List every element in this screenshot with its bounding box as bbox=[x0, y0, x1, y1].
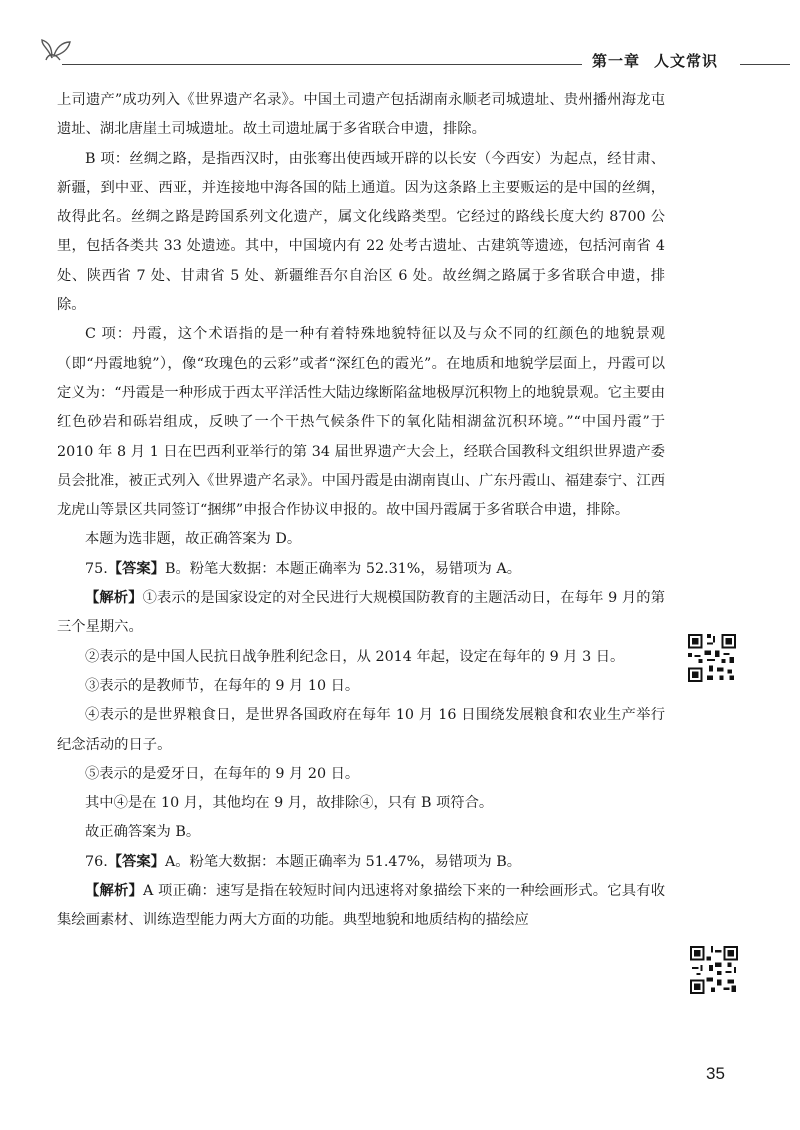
q76-number: 76. bbox=[85, 853, 108, 870]
chapter-heading bbox=[592, 50, 718, 71]
page-number: 35 bbox=[706, 1064, 725, 1083]
q75-answer-text: B。粉笔大数据：本题正确率为 52.31%，易错项为 A。 bbox=[164, 560, 522, 577]
q75-item: 故正确答案为 B。 bbox=[85, 824, 201, 841]
chapter-number: 第一章 bbox=[592, 52, 641, 70]
q76-answer-tag: 【答案】 bbox=[107, 853, 165, 870]
q76-analysis bbox=[57, 877, 665, 936]
q76-analysis-tag: 【解析】 bbox=[85, 883, 143, 900]
chapter-title: 人文常识 bbox=[654, 52, 719, 70]
q76-answer-line bbox=[57, 848, 665, 877]
header-rule-right bbox=[740, 64, 790, 65]
page-body bbox=[57, 86, 665, 936]
paragraph-option-c: C 项：丹霞，这个术语指的是一种有着特殊地貌特征以及与众不同的红颜色的地貌景观（即“丹霞地貌”），像“玫瑰色的云彩”或者“深红色的霞光”。在地质和地貌学层面上，丹霞可以定义为：“丹霞是一种形成于西太平洋活性大陆边缘断陷盆地极厚沉积物上的地貌景观。它主要由红色砂岩和砾岩组成，反映了一个干热气候条件下的氧化陆相湖盆沉积环境。”“中国丹霞”于 2010 年 8 月 1 日在巴西利亚举行的第 34 届世界遗产大会上，经联合国教科文组织世界遗产委员会批准，被正式列入《世界遗产名录》。中国丹霞是由湖南崀山、广东丹霞山、福建泰宁、江西龙虎山等景区共同签订“捆绑”申报合作协议申报的。故中国丹霞属于多省联合申遗，排除。 bbox=[57, 326, 665, 519]
page-header bbox=[0, 0, 800, 80]
q75-number: 75. bbox=[85, 560, 108, 577]
paragraph-conclusion-74: 本题为选非题，故正确答案为 D。 bbox=[85, 531, 302, 548]
q75-item: ④表示的是世界粮食日，是世界各国政府在每年 10 月 16 日围绕发展粮食和农业生产举行纪念活动的日子。 bbox=[57, 707, 665, 753]
q76-analysis-text: A 项正确：速写是指在较短时间内迅速将对象描绘下来的一种绘画形式。它具有收集绘画素材、训练造型能力两大方面的功能。典型地貌和地质结构的描绘应 bbox=[57, 883, 665, 929]
header-rule-left bbox=[62, 64, 582, 65]
q75-answer-tag: 【答案】 bbox=[107, 560, 165, 577]
q75-answer-line bbox=[57, 555, 665, 584]
q75-item: ②表示的是中国人民抗日战争胜利纪念日，从 2014 年起，设定在每年的 9 月 3 日。 bbox=[85, 648, 625, 665]
q75-analysis-tag: 【解析】 bbox=[85, 590, 143, 607]
q75-analysis-text: ①表示的是国家设定的对全民进行大规模国防教育的主题活动日，在每年 9 月的第三个星期六。 bbox=[57, 590, 666, 636]
sprout-icon bbox=[40, 36, 74, 62]
q75-item: 其中④是在 10 月，其他均在 9 月，故排除④，只有 B 项符合。 bbox=[85, 795, 494, 812]
q75-analysis bbox=[57, 584, 665, 643]
q75-item: ⑤表示的是爱牙日，在每年的 9 月 20 日。 bbox=[85, 765, 360, 782]
paragraph-tusi: 上司遗产”成功列入《世界遗产名录》。中国土司遗产包括湖南永顺老司城遗址、贵州播州海龙屯遗址、湖北唐崖土司城遗址。故土司遗址属于多省联合申遗，排除。 bbox=[57, 92, 665, 138]
q76-answer-text: A。粉笔大数据：本题正确率为 51.47%，易错项为 B。 bbox=[164, 853, 522, 870]
paragraph-option-b: B 项：丝绸之路，是指西汉时，由张骞出使西域开辟的以长安（今西安）为起点，经甘肃、新疆，到中亚、西亚，并连接地中海各国的陆上通道。因为这条路上主要贩运的是中国的丝绸，故得此名。丝绸之路是跨国系列文化遗产，属文化线路类型。它经过的路线长度大约 8700 公里，包括各类共 33 处遗迹。其中，中国境内有 22 处考古遗址、古建筑等遗迹，包括河南省 4 处、陕西省 7 处、甘肃省 5 处、新疆维吾尔自治区 6 处。故丝绸之路属于多省联合申遗，排除。 bbox=[57, 150, 665, 314]
q75-item: ③表示的是教师节，在每年的 9 月 10 日。 bbox=[85, 677, 360, 694]
qr-code-icon[interactable] bbox=[688, 944, 740, 996]
qr-code-icon[interactable] bbox=[686, 632, 738, 684]
